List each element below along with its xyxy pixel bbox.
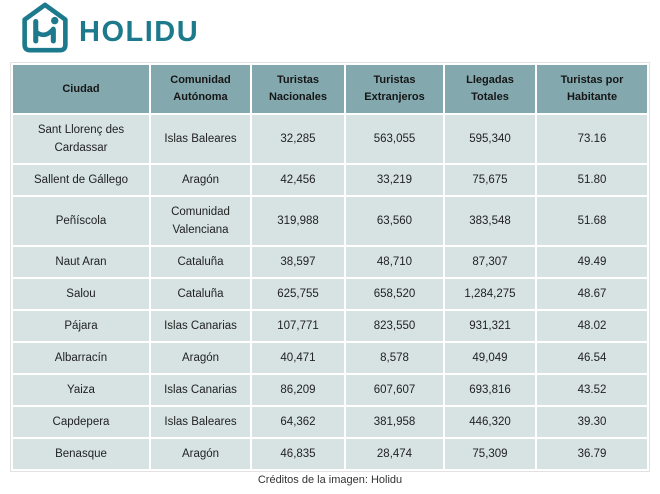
table-cell: 48,710 (346, 247, 443, 277)
column-header: Turistas Nacionales (252, 65, 344, 113)
table-cell: 383,548 (445, 197, 535, 245)
table-row (13, 311, 647, 341)
table-cell: 625,755 (252, 279, 344, 309)
city-cell: Salou (13, 279, 149, 309)
table-row (13, 439, 647, 469)
table-row (13, 165, 647, 195)
table-cell: 87,307 (445, 247, 535, 277)
table-cell: 823,550 (346, 311, 443, 341)
city-cell: Sallent de Gállego (13, 165, 149, 195)
city-cell: Albarracín (13, 343, 149, 373)
table-cell: 8,578 (346, 343, 443, 373)
table-cell: Cataluña (151, 279, 250, 309)
table-cell: 75,675 (445, 165, 535, 195)
table-cell: 43.52 (537, 375, 647, 405)
tourism-table (11, 63, 649, 471)
holidu-house-icon (20, 2, 70, 59)
table-row (13, 197, 647, 245)
table-cell: 48.02 (537, 311, 647, 341)
table-cell: Cataluña (151, 247, 250, 277)
table-cell: 607,607 (346, 375, 443, 405)
table-cell: 49,049 (445, 343, 535, 373)
table-cell: 86,209 (252, 375, 344, 405)
table-cell: Aragón (151, 439, 250, 469)
table-cell: 381,958 (346, 407, 443, 437)
table-cell: 51.68 (537, 197, 647, 245)
city-cell: Capdepera (13, 407, 149, 437)
table-cell: 39.30 (537, 407, 647, 437)
table-cell: Aragón (151, 343, 250, 373)
table-cell: 40,471 (252, 343, 344, 373)
table-cell: 28,474 (346, 439, 443, 469)
table-row (13, 279, 647, 309)
table-cell: 33,219 (346, 165, 443, 195)
column-header: Ciudad (13, 65, 149, 113)
city-cell: Sant Llorenç des Cardassar (13, 115, 149, 163)
city-cell: Yaiza (13, 375, 149, 405)
table-row (13, 343, 647, 373)
table-cell: 658,520 (346, 279, 443, 309)
table-cell: 42,456 (252, 165, 344, 195)
table-cell: 73.16 (537, 115, 647, 163)
city-cell: Naut Aran (13, 247, 149, 277)
column-header: Llegadas Totales (445, 65, 535, 113)
column-header: Comunidad Autónoma (151, 65, 250, 113)
table-body (13, 115, 647, 469)
table-cell: 595,340 (445, 115, 535, 163)
table-row (13, 407, 647, 437)
table-cell: 107,771 (252, 311, 344, 341)
table-cell: Islas Baleares (151, 407, 250, 437)
table-cell: Islas Canarias (151, 375, 250, 405)
table-cell: Islas Baleares (151, 115, 250, 163)
column-header: Turistas por Habitante (537, 65, 647, 113)
table-row (13, 247, 647, 277)
image-caption: Créditos de la imagen: Holidu (257, 474, 403, 486)
table-cell: 38,597 (252, 247, 344, 277)
table-cell: 319,988 (252, 197, 344, 245)
table-cell: 46,835 (252, 439, 344, 469)
header-row (13, 65, 647, 113)
table-cell: 46.54 (537, 343, 647, 373)
city-cell: Benasque (13, 439, 149, 469)
table-row (13, 375, 647, 405)
table-cell: 931,321 (445, 311, 535, 341)
brand-name: HOLIDU (79, 15, 200, 48)
column-header: Turistas Extranjeros (346, 65, 443, 113)
table-cell: 49.49 (537, 247, 647, 277)
table-header (13, 65, 647, 113)
city-cell: Pájara (13, 311, 149, 341)
tourism-table-container (11, 63, 649, 471)
table-cell: 51.80 (537, 165, 647, 195)
table-cell: 446,320 (445, 407, 535, 437)
table-cell: 64,362 (252, 407, 344, 437)
table-cell: 563,055 (346, 115, 443, 163)
table-cell: 1,284,275 (445, 279, 535, 309)
table-cell: 48.67 (537, 279, 647, 309)
table-cell: Islas Canarias (151, 311, 250, 341)
table-cell: 75,309 (445, 439, 535, 469)
city-cell: Peñíscola (13, 197, 149, 245)
table-cell: Aragón (151, 165, 250, 195)
table-cell: 63,560 (346, 197, 443, 245)
table-cell: 36.79 (537, 439, 647, 469)
table-row (13, 115, 647, 163)
table-cell: Comunidad Valenciana (151, 197, 250, 245)
table-cell: 32,285 (252, 115, 344, 163)
holidu-logo (0, 0, 660, 57)
table-cell: 693,816 (445, 375, 535, 405)
